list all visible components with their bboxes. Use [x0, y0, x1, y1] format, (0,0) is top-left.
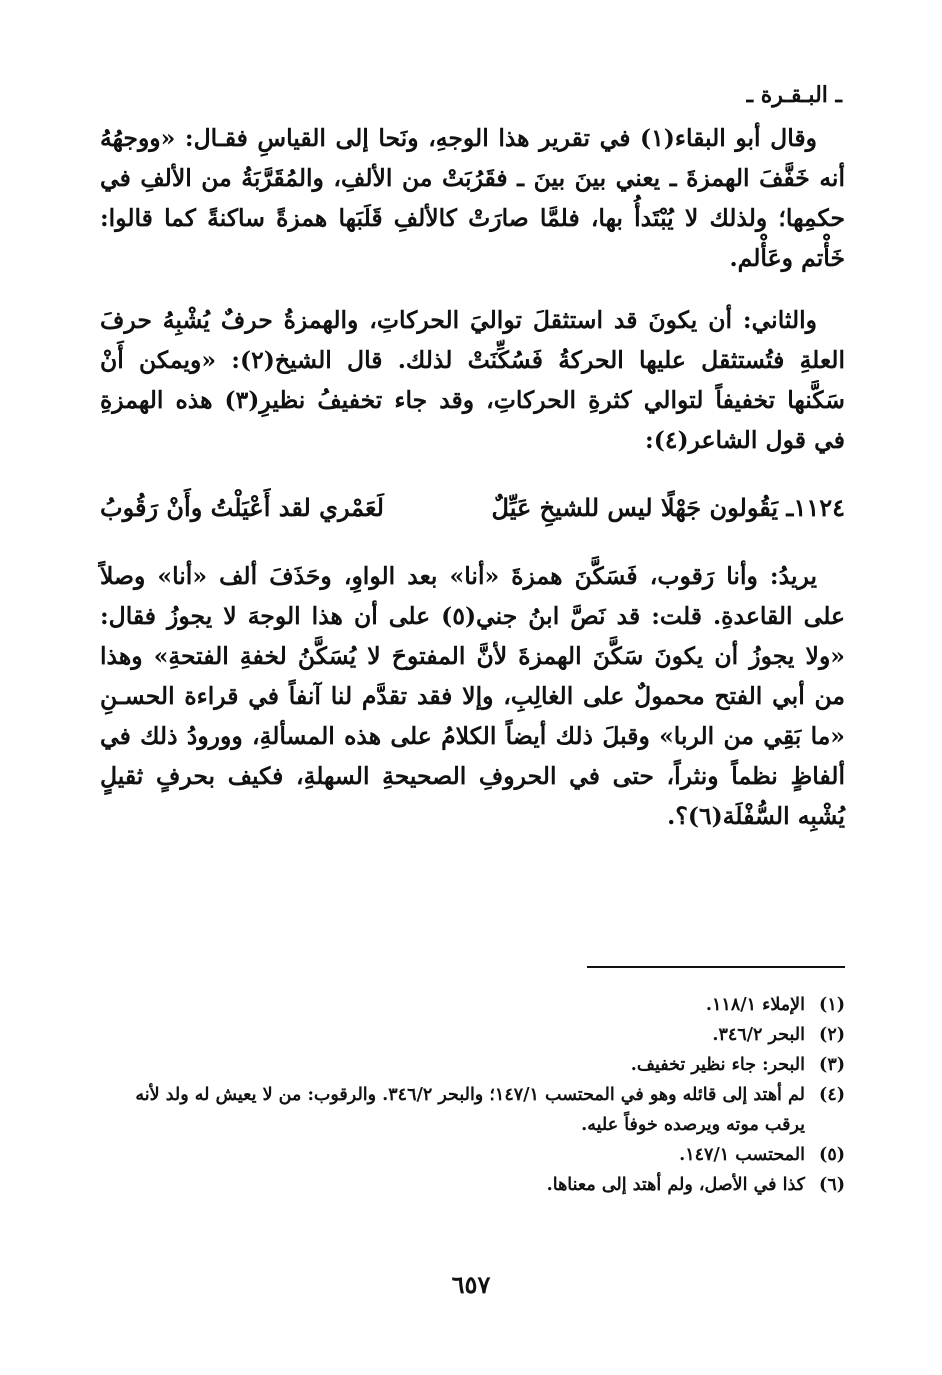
paragraph-gap [100, 278, 845, 300]
running-header: ـ البـقـرة ـ [746, 82, 842, 108]
footnote-separator [587, 966, 845, 968]
paragraph-explanation: يريدُ: وأنا رَقوب، فَسَكَّنَ همزةَ «أنا» بعد الواوِ، وحَذَفَ ألف «أنا» وصلاً على القاعدةِ. قلت: قد نَصَّ ابنُ جني(٥) على أن هذا الوجهَ لا يجوزُ فقال: «ولا يجوزُ أن يكونَ سَكَّنَ الهمزةَ لأنَّ المفتوحَ لا يُسَكَّنُ لخفةِ الفتحةِ» وهذا من أبي الفتح محمولٌ على الغالِبِ، وإلا فقد تقدَّم لنا آنفاً في قراءة الحسـنِ «ما بَقِي من الربا» وقبلَ ذلك أيضاً الكلامُ على هذه المسألةِ، وورودُ ذلك في ألفاظٍ نظماً ونثراً، حتى في الحروفِ الصحيحةِ السهلةِ، فكيف بحرفٍ ثقيلٍ يُشْبِه السُّفْلَة(٦)؟. [100, 562, 845, 830]
footnote-item [100, 1050, 845, 1080]
footnote-item [100, 1080, 845, 1140]
footnote-text: كذا في الأصل، ولم أهتد إلى معناها. [546, 1175, 805, 1195]
verse-first-hemistich-text: يَقُولون جَهْلًا ليس للشيخِ عَيِّلٌ [491, 493, 779, 522]
footnote-number: (٣) [819, 1055, 845, 1075]
footnote-item [100, 1170, 845, 1200]
footnote-item [100, 1020, 845, 1050]
footnote-number: (١) [819, 995, 845, 1015]
verse-number: ١١٢٤ـ [786, 493, 845, 522]
footnote-text: الإملاء ١١٨/١. [705, 995, 805, 1015]
main-text [100, 118, 845, 836]
footnote-number: (٦) [819, 1175, 845, 1195]
page-number: ٦٥٧ [451, 1270, 491, 1299]
poetry-verse [100, 488, 845, 528]
footnote-number: (٤) [819, 1085, 845, 1105]
footnote-text: البحر ٣٤٦/٢. [712, 1025, 805, 1045]
footnote-item [100, 990, 845, 1020]
footnotes-list [100, 990, 845, 1200]
verse-second-hemistich: لَعَمْري لقد أَعْيَلْتُ وأَنْ رَقُوبُ [100, 493, 384, 522]
footnote-text: البحر: جاء نظير تخفيف. [630, 1055, 805, 1075]
verse-first-hemistich [492, 488, 845, 528]
footnote-item [100, 1140, 845, 1170]
footnote-text: لم أهتد إلى قائله وهو في المحتسب ١٤٧/١؛ والبحر ٣٤٦/٢. والرقوب: من لا يعيش له ولد لأنه يرقب موته ويرصده خوفاً عليه. [135, 1085, 805, 1135]
footnote-text: المحتسب ١٤٧/١. [679, 1145, 805, 1165]
paragraph-gap [100, 460, 845, 482]
paragraph-abu-al-baqa: وقال أبو البقاء(١) في تقرير هذا الوجهِ، ونَحا إلى القياسِ فقـال: «ووجهُهُ أنه خَفَّفَ الهمزةَ ـ يعني بينَ بينَ ـ فقَرُبَتْ من الألفِ، والمُقَرَّبَةُ من الألفِ في حكمِها؛ ولذلك لا يُبْتَدأُ بها، فلمَّا صارَتْ كالألفِ قَلَبَها همزةً ساكنةً كما قالوا: خَأْتم وعَأْلم. [100, 124, 845, 272]
paragraph-second-view: والثاني: أن يكونَ قد استثقلَ تواليَ الحركاتِ، والهمزةُ حرفٌ يُشْبِهُ حرفَ العلةِ فتُستثقل عليها الحركةُ فَسُكِّنَتْ لذلك. قال الشيخ(٢): «ويمكن أَنْ سَكَّنها تخفيفاً لتوالي كثرةِ الحركاتِ، وقد جاء تخفيفُ نظيرِ(٣) هذه الهمزةِ في قول الشاعر(٤): [100, 306, 845, 454]
footnote-number: (٢) [819, 1025, 845, 1045]
paragraph-gap [100, 534, 845, 556]
footnote-number: (٥) [819, 1145, 845, 1165]
